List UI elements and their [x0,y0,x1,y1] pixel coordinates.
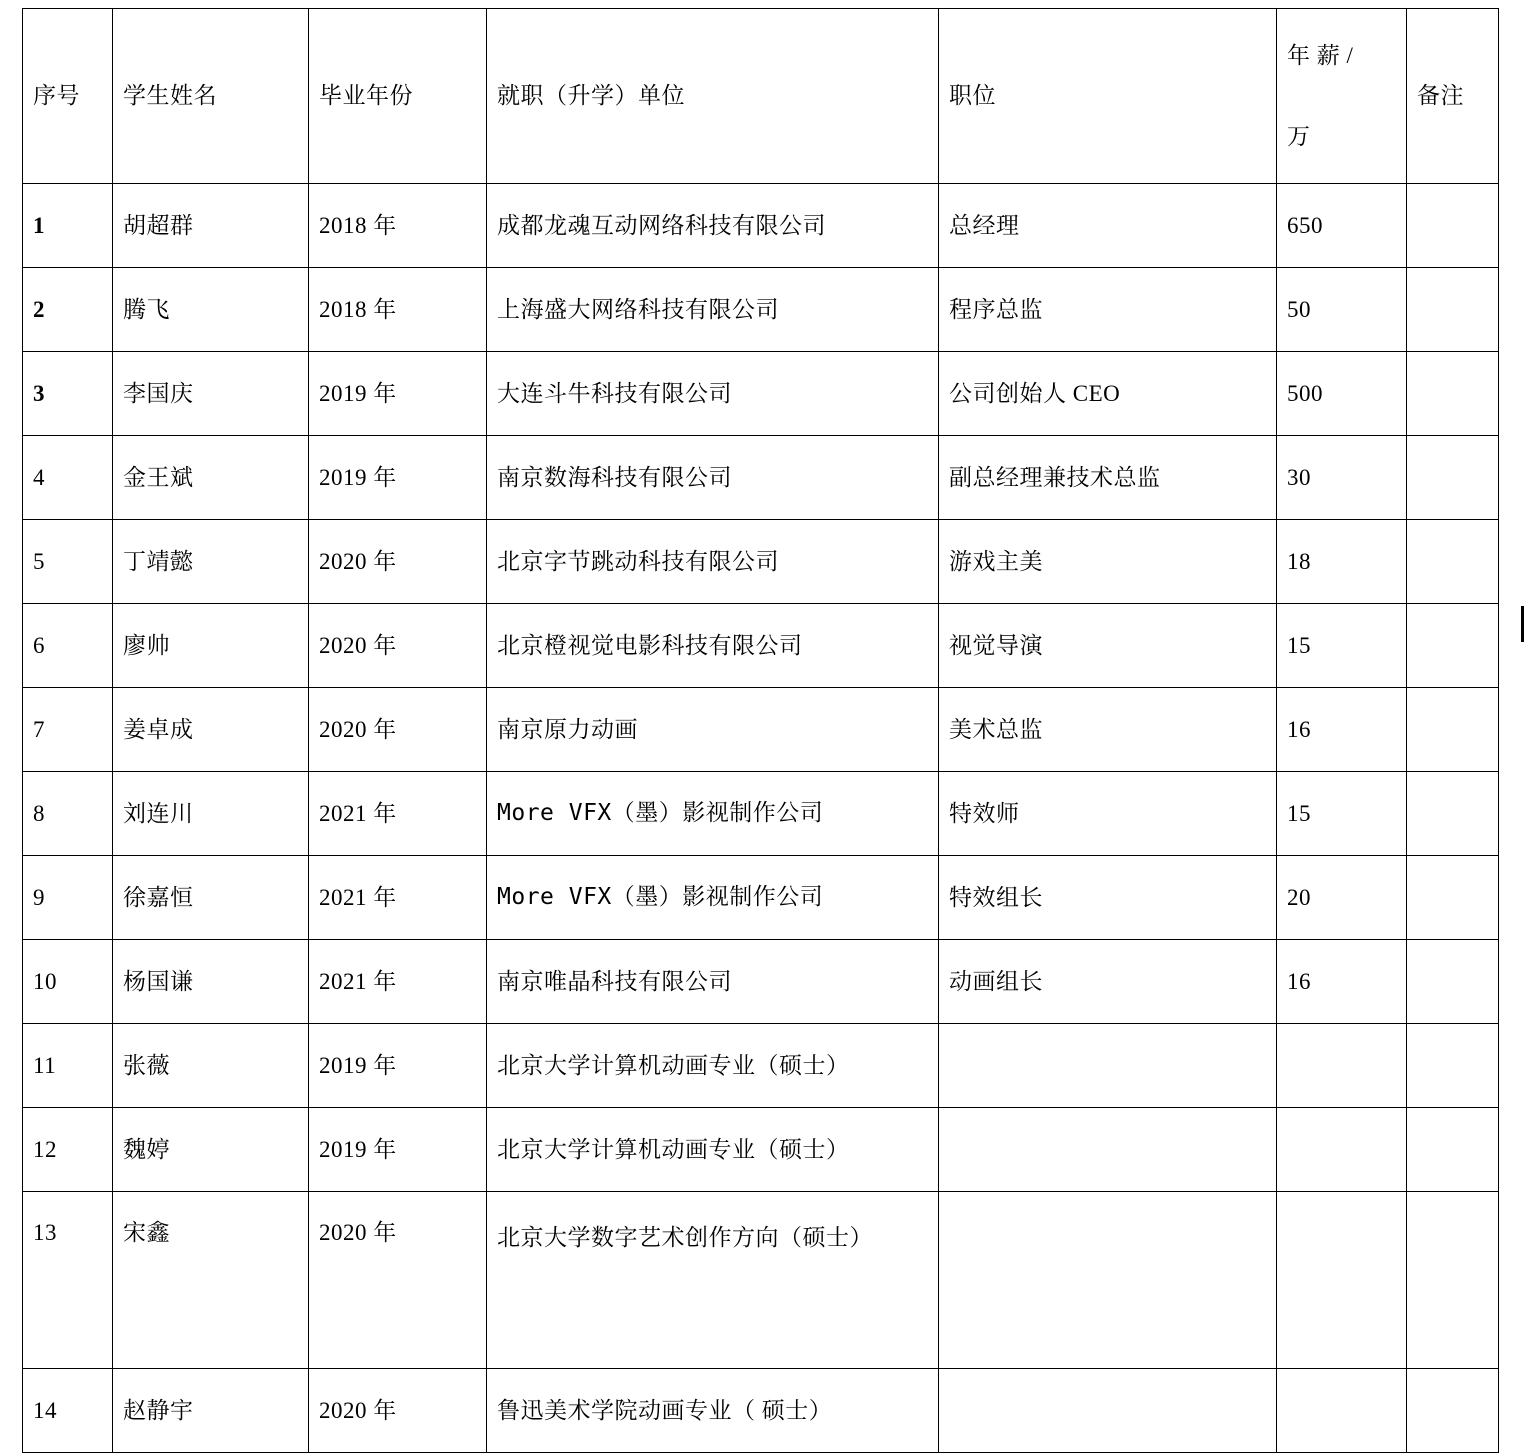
table-row [23,856,1499,940]
header-salary-line2: 万 [1287,124,1311,149]
cell-position: 总经理 [939,184,1277,268]
cell-name: 宋鑫 [113,1192,309,1369]
cell-note [1407,184,1499,268]
table-body [23,184,1499,1453]
cell-salary: 500 [1277,352,1407,436]
cell-name: 廖帅 [113,604,309,688]
cell-position: 动画组长 [939,940,1277,1024]
cell-year: 2020 年 [309,604,487,688]
cell-position [939,1024,1277,1108]
cell-salary: 650 [1277,184,1407,268]
cell-year: 2020 年 [309,1369,487,1453]
header-salary-line1: 年 薪 / [1287,42,1354,68]
cell-name: 金王斌 [113,436,309,520]
cell-name: 赵静宇 [113,1369,309,1453]
cell-salary [1277,1024,1407,1108]
cell-note [1407,1024,1499,1108]
cell-year: 2019 年 [309,352,487,436]
cell-unit: 上海盛大网络科技有限公司 [487,268,939,352]
cell-unit: 北京大学计算机动画专业（硕士） [487,1024,939,1108]
cell-note [1407,856,1499,940]
cell-position: 特效组长 [939,856,1277,940]
cell-unit: 北京大学数字艺术创作方向（硕士） [487,1192,939,1369]
cell-unit: 南京唯晶科技有限公司 [487,940,939,1024]
header-cell-unit: 就职（升学）单位 [487,9,939,184]
cell-note [1407,436,1499,520]
cell-note [1407,1192,1499,1369]
table-row [23,688,1499,772]
cell-salary [1277,1369,1407,1453]
cell-note [1407,604,1499,688]
cell-salary: 50 [1277,268,1407,352]
cell-name: 腾飞 [113,268,309,352]
cell-salary: 18 [1277,520,1407,604]
cell-name: 杨国谦 [113,940,309,1024]
cell-note [1407,520,1499,604]
cell-name: 胡超群 [113,184,309,268]
cell-index: 7 [23,688,113,772]
cell-name: 丁靖懿 [113,520,309,604]
table-row [23,436,1499,520]
table-row [23,268,1499,352]
cell-unit: More VFX（墨）影视制作公司 [487,856,939,940]
header-cell-salary [1277,9,1407,184]
cell-index: 4 [23,436,113,520]
cell-note [1407,688,1499,772]
table-row [23,1192,1499,1369]
cell-year: 2018 年 [309,184,487,268]
cell-position: 游戏主美 [939,520,1277,604]
header-cell-position: 职位 [939,9,1277,184]
cell-index: 5 [23,520,113,604]
cell-salary: 15 [1277,604,1407,688]
cell-index: 2 [23,268,113,352]
cell-position: 程序总监 [939,268,1277,352]
cell-salary: 16 [1277,688,1407,772]
cell-salary: 20 [1277,856,1407,940]
cell-name: 姜卓成 [113,688,309,772]
cell-unit: 大连斗牛科技有限公司 [487,352,939,436]
header-cell-note: 备注 [1407,9,1499,184]
cell-unit: 成都龙魂互动网络科技有限公司 [487,184,939,268]
cell-year: 2021 年 [309,772,487,856]
cell-unit: 北京橙视觉电影科技有限公司 [487,604,939,688]
cell-note [1407,268,1499,352]
cell-note [1407,940,1499,1024]
cell-index: 10 [23,940,113,1024]
cell-year: 2020 年 [309,1192,487,1369]
cell-index: 1 [23,184,113,268]
cell-unit: More VFX（墨）影视制作公司 [487,772,939,856]
cell-position [939,1108,1277,1192]
cell-index: 9 [23,856,113,940]
table-row [23,184,1499,268]
table-row [23,772,1499,856]
cell-note [1407,1369,1499,1453]
cell-year: 2019 年 [309,436,487,520]
header-cell-index: 序号 [23,9,113,184]
cell-year: 2018 年 [309,268,487,352]
cell-position: 公司创始人 CEO [939,352,1277,436]
cell-name: 刘连川 [113,772,309,856]
cell-position: 美术总监 [939,688,1277,772]
cell-name: 徐嘉恒 [113,856,309,940]
cell-year: 2020 年 [309,688,487,772]
header-row [23,9,1499,184]
cell-position [939,1192,1277,1369]
cell-index: 12 [23,1108,113,1192]
table-row [23,520,1499,604]
header-cell-name: 学生姓名 [113,9,309,184]
cell-unit: 南京数海科技有限公司 [487,436,939,520]
cell-year: 2021 年 [309,856,487,940]
cell-index: 8 [23,772,113,856]
table-row [23,1369,1499,1453]
cell-salary: 15 [1277,772,1407,856]
cell-note [1407,772,1499,856]
cell-note [1407,352,1499,436]
cell-year: 2019 年 [309,1108,487,1192]
cell-position: 特效师 [939,772,1277,856]
table-row [23,604,1499,688]
table-row [23,940,1499,1024]
table-row [23,1024,1499,1108]
cell-name: 魏婷 [113,1108,309,1192]
cell-salary [1277,1108,1407,1192]
cell-position: 副总经理兼技术总监 [939,436,1277,520]
cell-unit: 北京大学计算机动画专业（硕士） [487,1108,939,1192]
cell-unit: 鲁迅美术学院动画专业（ 硕士） [487,1369,939,1453]
cell-index: 14 [23,1369,113,1453]
cell-unit: 北京字节跳动科技有限公司 [487,520,939,604]
cell-year: 2021 年 [309,940,487,1024]
header-cell-year: 毕业年份 [309,9,487,184]
cell-unit: 南京原力动画 [487,688,939,772]
cell-year: 2019 年 [309,1024,487,1108]
cell-index: 6 [23,604,113,688]
student-employment-table [22,8,1499,1453]
cell-index: 3 [23,352,113,436]
cell-position [939,1369,1277,1453]
cell-salary: 16 [1277,940,1407,1024]
table-row [23,352,1499,436]
cell-index: 11 [23,1024,113,1108]
table-header [23,9,1499,184]
cell-salary [1277,1192,1407,1369]
cell-name: 张薇 [113,1024,309,1108]
cell-name: 李国庆 [113,352,309,436]
cell-year: 2020 年 [309,520,487,604]
page-edge-mark [1521,606,1524,642]
cell-position: 视觉导演 [939,604,1277,688]
cell-index: 13 [23,1192,113,1369]
cell-note [1407,1108,1499,1192]
table-row [23,1108,1499,1192]
cell-salary: 30 [1277,436,1407,520]
